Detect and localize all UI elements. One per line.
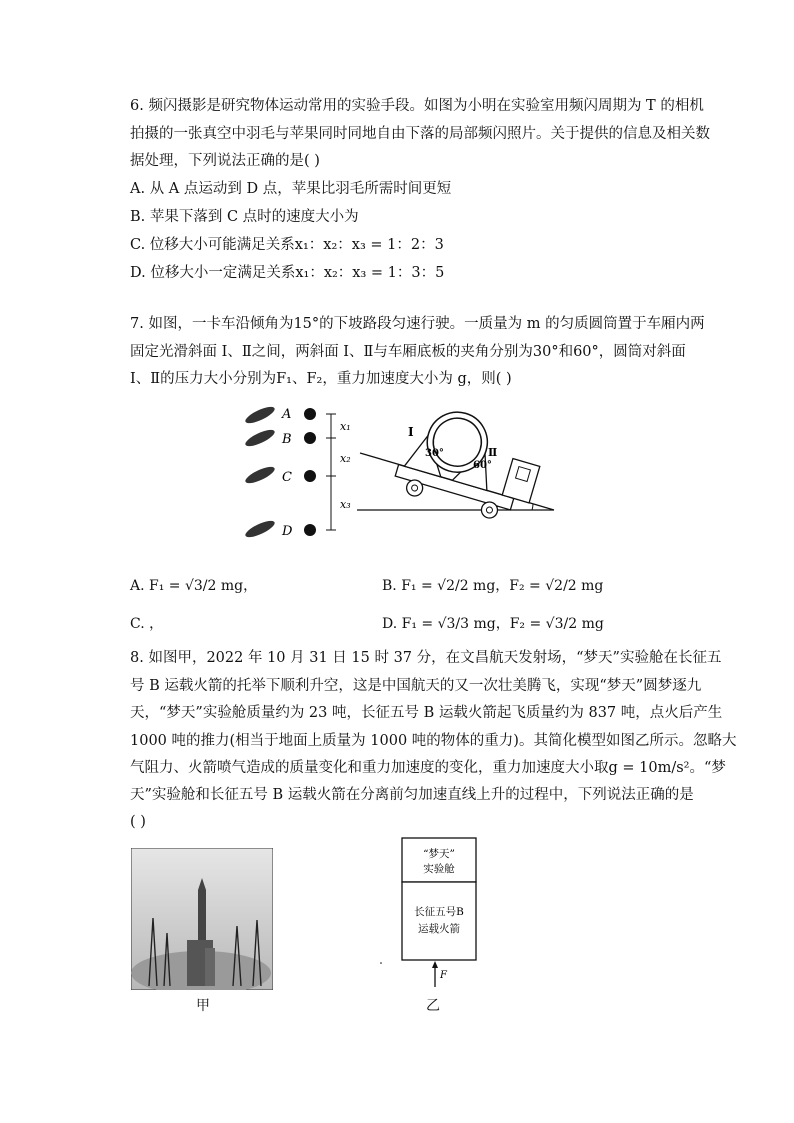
q7-option-d: D. F₁ = √3/3 mg，F₂ = √3/2 mg	[382, 616, 604, 632]
point-label-d: D	[282, 524, 293, 539]
q6-line-2: 拍摄的一张真空中羽毛与苹果同时同地自由下落的局部频闪照片。关于提供的信息及相关数	[130, 126, 710, 142]
q8-line-3: 天，“梦天”实验舱质量约为 23 吨，长征五号 B 运载火箭起飞质量约为 837 吨，点火后产生	[130, 705, 723, 721]
q8-line-2: 号 B 运载火箭的托举下顺利升空，这是中国航天的又一次壮美腾飞，实现“梦天”圆梦逐九	[130, 678, 702, 694]
caption-yi: 乙	[426, 998, 440, 1014]
q7-line-3: Ⅰ、Ⅱ的压力大小分别为F₁、F₂，重力加速度大小为 g，则( )	[130, 371, 512, 387]
force-label: F	[440, 970, 447, 981]
rocket-model-diagram	[380, 835, 480, 995]
q6-line-1: 6. 频闪摄影是研究物体运动常用的实验手段。如图为小明在实验室用频闪周期为 T 的相机	[130, 98, 704, 114]
incline-label-i: Ⅰ	[408, 425, 414, 439]
disp-label-x1: x₁	[340, 420, 351, 433]
box-top-line-2: 实验舱	[423, 863, 455, 875]
q8-line-1: 8. 如图甲，2022 年 10 月 31 日 15 时 37 分，在文昌航天发射场，“梦天”实验舱在长征五	[130, 650, 722, 666]
q8-line-5: 气阻力、火箭喷气造成的质量变化和重力加速度的变化，重力加速度大小取g = 10m/s²。“梦	[130, 760, 726, 776]
disp-label-x2: x₂	[340, 452, 351, 465]
apple-icon	[304, 408, 316, 536]
incline-label-ii: Ⅱ	[488, 446, 498, 459]
box-bottom-line-1: 长征五号B	[414, 906, 464, 918]
q6-line-3: 据处理，下列说法正确的是( )	[130, 153, 320, 169]
q6-option-c: C. 位移大小可能满足关系x₁：x₂：x₃ = 1：2：3	[130, 237, 444, 253]
point-label-b: B	[282, 432, 292, 447]
q6-option-b: B. 苹果下落到 C 点时的速度大小为	[130, 209, 359, 225]
q8-line-4: 1000 吨的推力(相当于地面上质量为 1000 吨的物体的重力)。其简化模型如图乙所示。忽略大	[130, 733, 737, 749]
angle-60: 60°	[473, 460, 492, 471]
point-label-c: C	[282, 470, 292, 485]
q7-option-a: A. F₁ = √3/2 mg，	[130, 578, 258, 594]
q7-option-c: C. ，	[130, 616, 164, 632]
rocket-launch-photo	[131, 848, 273, 990]
box-top-line-1: “梦天”	[423, 848, 455, 860]
feather-icon	[243, 404, 276, 541]
disp-label-x3: x₃	[340, 498, 351, 511]
caption-jia: 甲	[196, 998, 210, 1014]
q8-line-7: ( )	[130, 814, 146, 830]
angle-30: 30°	[425, 448, 444, 459]
q7-line-1: 7. 如图，一卡车沿倾角为15°的下坡路段匀速行驶。一质量为 m 的匀质圆筒置于车厢内两	[130, 316, 705, 332]
q8-line-6: 天”实验舱和长征五号 B 运载火箭在分离前匀加速直线上升的过程中，下列说法正确的是	[130, 787, 694, 803]
q7-line-2: 固定光滑斜面 Ⅰ、Ⅱ之间，两斜面 Ⅰ、Ⅱ与车厢底板的夹角分别为30°和60°，圆筒对斜面	[130, 344, 686, 360]
q6-option-d: D. 位移大小一定满足关系x₁：x₂：x₃ = 1：3：5	[130, 265, 445, 281]
q7-option-b: B. F₁ = √2/2 mg，F₂ = √2/2 mg	[382, 578, 604, 594]
q6-option-a: A. 从 A 点运动到 D 点，苹果比羽毛所需时间更短	[130, 181, 452, 197]
point-label-a: A	[282, 407, 292, 422]
box-bottom-line-2: 运载火箭	[418, 923, 460, 935]
q7-figure	[232, 398, 572, 548]
